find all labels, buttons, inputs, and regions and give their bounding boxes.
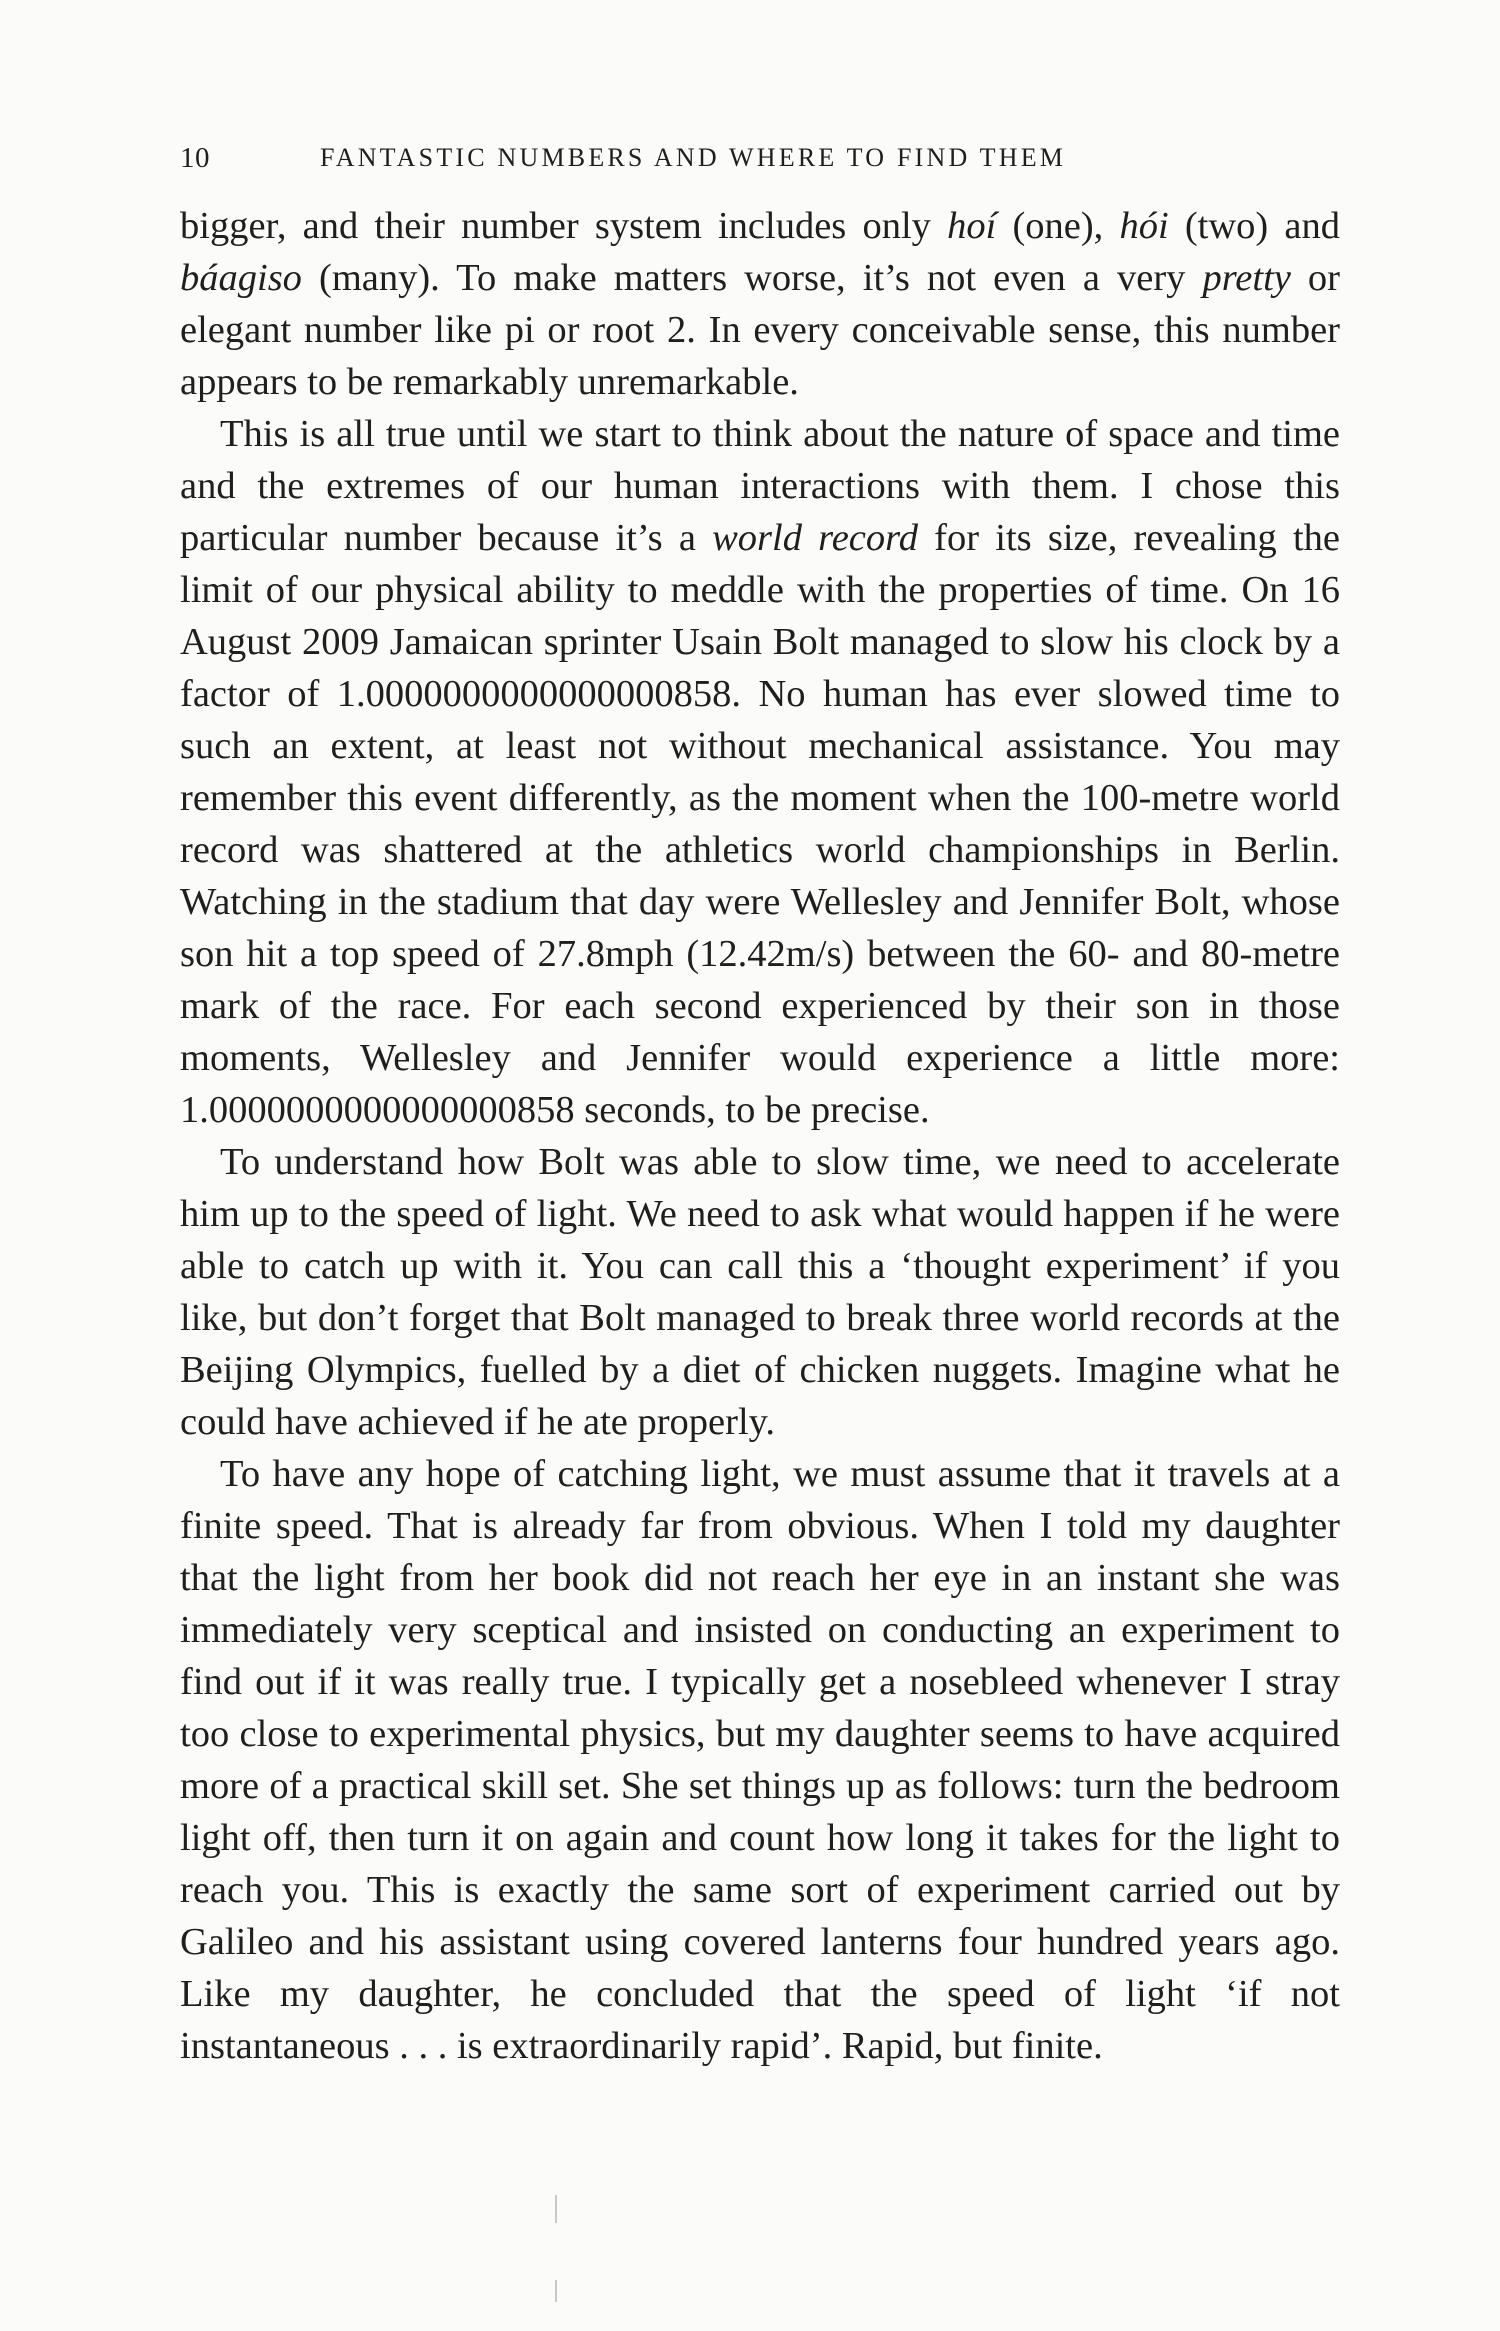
paragraph-1-italic-hoi: hoí — [947, 205, 997, 247]
running-title: FANTASTIC NUMBERS AND WHERE TO FIND THEM — [320, 143, 1067, 172]
scan-mark — [555, 2280, 557, 2302]
paragraph-2-text-1: This is all true until we start to think about the nature of space and time and the extremes of our human interactions with them. I chose this particular number because it’s a — [180, 413, 1340, 559]
paragraph-4: To have any hope of catching light, we must assume that it travels at a finite speed. That is already far from obvious. When I told my daughter that the light from her book did not reach her eye in an instant she was immediately very sceptical and insisted on conducting an experiment to find out if it was really true. I typically get a nosebleed whenever I stray too close to experimental physics, but my daughter seems to have acquired more of a practical skill set. She set things up as follows: turn the bedroom light off, then turn it on again and count how long it takes for the light to reach you. This is exactly the same sort of experiment carried out by Galileo and his assistant using covered lanterns four hundred years ago. Like my daughter, he concluded that the speed of light ‘if not instantaneous . . . is extraordinarily rapid’. Rapid, but finite. — [180, 1453, 1340, 2067]
scan-mark — [555, 2195, 557, 2223]
running-head — [180, 138, 1340, 178]
page-number: 10 — [180, 142, 210, 174]
paragraph-2-italic-world-record: world record — [712, 517, 918, 559]
paragraph-1-italic-baagiso: báagiso — [180, 257, 302, 299]
paragraph-1-text-2: (one), — [996, 205, 1120, 247]
paragraph-1-text-5: or elegant number like pi or root 2. In every conceivable sense, this number appears to be remarkably unremarkable. — [180, 257, 1341, 403]
paragraph-1-text-1: bigger, and their number system includes only — [180, 205, 948, 247]
paragraph-1 — [180, 200, 1340, 408]
paragraph-1-italic-hoi-2: hói — [1119, 205, 1169, 247]
paragraph-3: To understand how Bolt was able to slow time, we need to accelerate him up to the speed of light. We need to ask what would happen if he were able to catch up with it. You can call this a ‘thought experiment’ if you like, but don’t forget that Bolt managed to break three world records at the Beijing Olympics, fuelled by a diet of chicken nuggets. Imagine what he could have achieved if he ate properly. — [180, 1141, 1340, 1443]
paragraph-1-text-4: (many). To make matters worse, it’s not even a very — [301, 257, 1203, 299]
paragraph-1-text-3: (two) and — [1168, 205, 1341, 247]
paragraph-2-text-2: for its size, revealing the limit of our physical ability to meddle with the properties of time. On 16 August 2009 Jamaican sprinter Usain Bolt managed to slow his clock by a factor of 1.0000000000000000858. No human has ever slowed time to such an extent, at least not without mechanical assistance. You may remember this event differently, as the moment when the 100-metre world record was shattered at the athletics world championships in Berlin. Watching in the stadium that day were Wellesley and Jennifer Bolt, whose son hit a top speed of 27.8mph (12.42m/s) between the 60- and 80-metre mark of the race. For each second experienced by their son in those moments, Wellesley and Jennifer would experience a little more: 1.0000000000000000858 seconds, to be precise. — [180, 517, 1340, 1131]
body-text — [180, 200, 1340, 2072]
paragraph-1-italic-pretty: pretty — [1202, 257, 1291, 299]
paragraph-2 — [180, 408, 1340, 1136]
